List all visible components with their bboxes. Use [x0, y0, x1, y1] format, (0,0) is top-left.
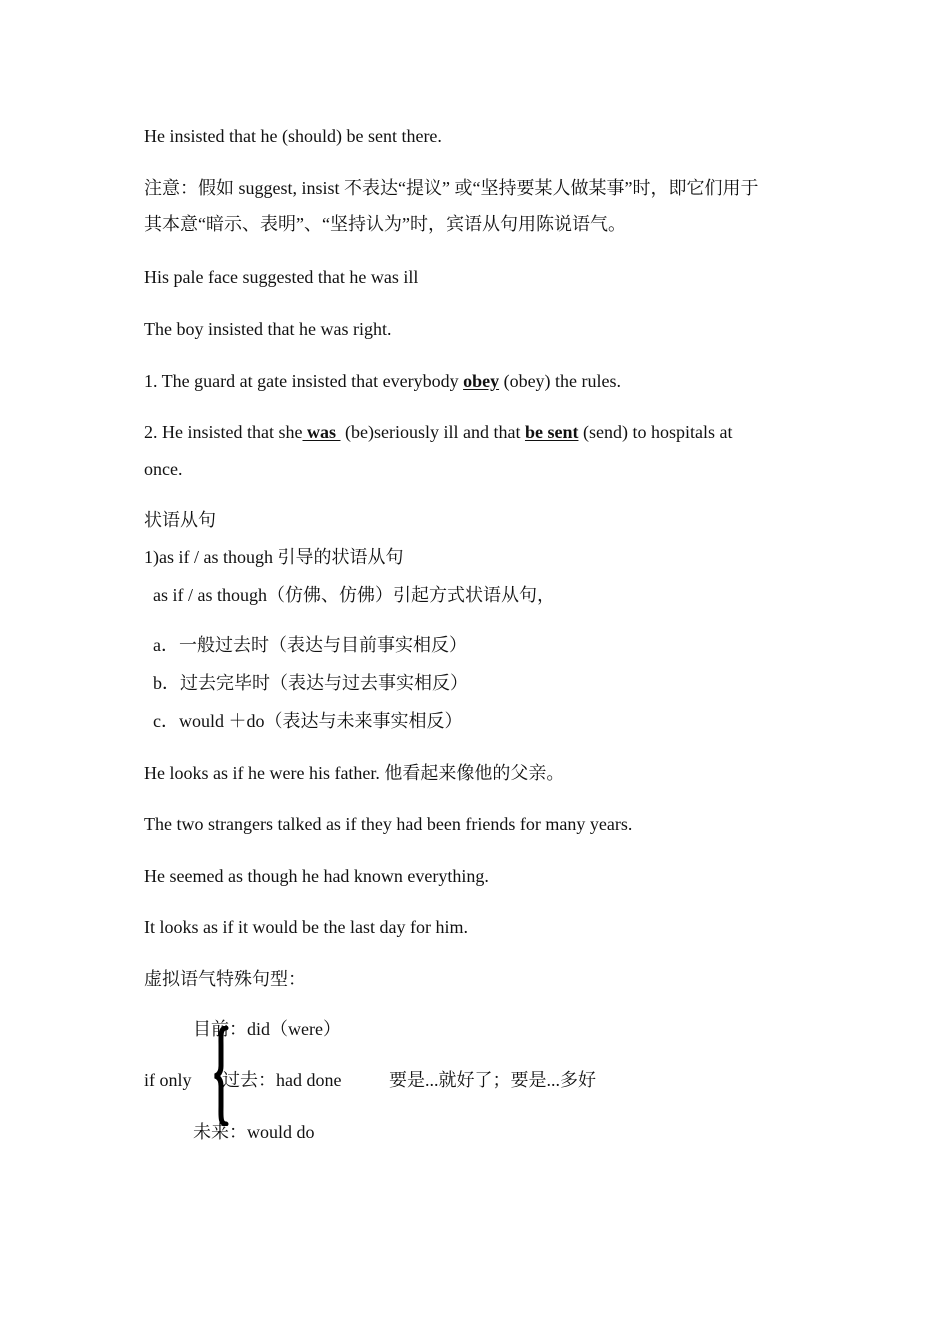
exercise-answer: obey	[463, 371, 500, 391]
example-sentence: The boy insisted that he was right.	[144, 319, 392, 339]
if-only-meaning: 要是...就好了；要是...多好	[389, 1070, 596, 1090]
exercise-text: 2. He insisted that she	[144, 422, 303, 442]
rule-b: b．过去完毕时（表达与过去事实相反）	[153, 673, 468, 693]
section-heading: 状语从句	[144, 510, 216, 530]
exercise-text: (send) to hospitals at	[578, 422, 733, 442]
rule-a: a．一般过去时（表达与目前事实相反）	[153, 635, 467, 655]
example-sentence: He looks as if he were his father. 他看起来像他的父亲。	[144, 763, 565, 783]
if-only-past: 过去：had done	[222, 1070, 342, 1090]
exercise-answer: was	[302, 422, 341, 442]
exercise-text: (obey) the rules.	[499, 371, 622, 391]
if-only-label: if only	[144, 1070, 192, 1090]
example-sentence: He insisted that he (should) be sent there.	[144, 126, 442, 146]
exercise-2-continued: once.	[144, 459, 183, 479]
exercise-text: 1. The guard at gate insisted that everybody	[144, 371, 464, 391]
example-sentence: He seemed as though he had known everything.	[144, 866, 489, 886]
example-sentence: It looks as if it would be the last day for him.	[144, 917, 468, 937]
exercise-text: (be)seriously ill and that	[340, 422, 525, 442]
if-only-present: 目前：did（were）	[193, 1019, 341, 1039]
subsection-heading: 1)as if / as though 引导的状语从句	[144, 547, 404, 567]
exercise-2	[144, 420, 732, 444]
if-only-future: 未来：would do	[193, 1122, 315, 1142]
explanation-line: as if / as though（仿佛、仿佛）引起方式状语从句，	[153, 585, 555, 605]
example-sentence: The two strangers talked as if they had been friends for many years.	[144, 814, 633, 834]
note-line-1: 注意：假如 suggest, insist 不表达“提议” 或“坚持要某人做某事”时，即它们用于	[144, 178, 759, 198]
example-sentence: His pale face suggested that he was ill	[144, 267, 419, 287]
rule-c: c．would ＋do（表达与未来事实相反）	[153, 711, 463, 731]
note-line-2: 其本意“暗示、表明”、“坚持认为”时，宾语从句用陈说语气。	[144, 214, 626, 234]
exercise-answer: be sent	[524, 422, 579, 442]
section-heading: 虚拟语气特殊句型：	[144, 969, 306, 989]
exercise-1	[144, 369, 621, 393]
left-brace-icon	[212, 1026, 232, 1126]
